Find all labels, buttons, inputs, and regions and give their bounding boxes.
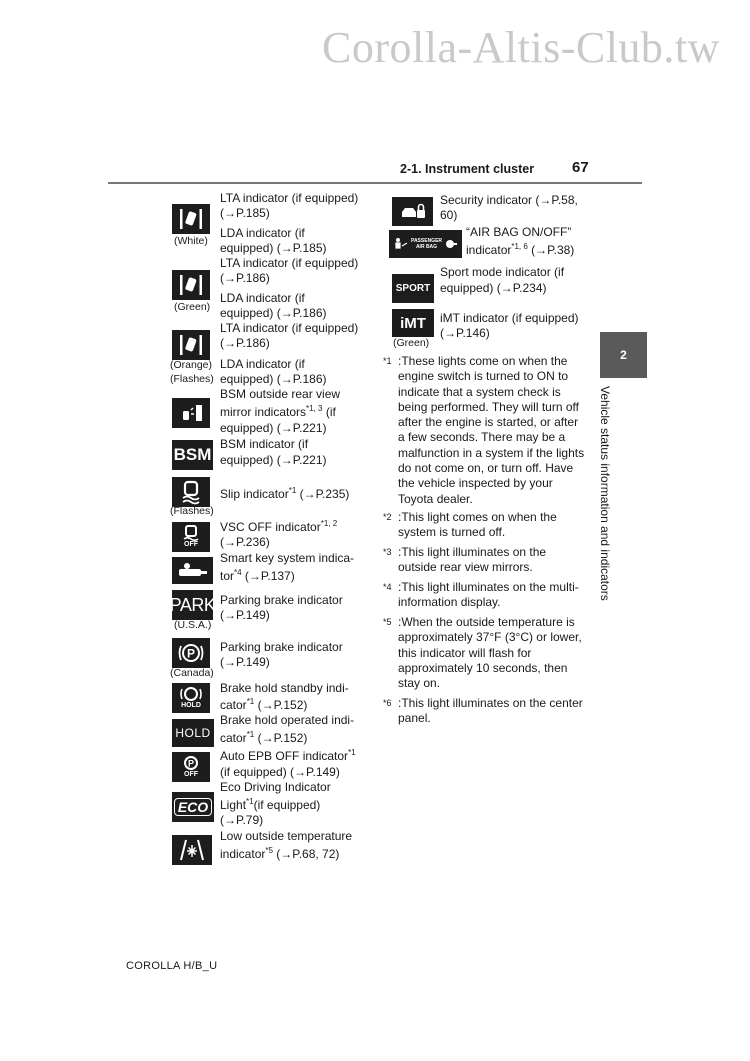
park-usa-icon: PARK xyxy=(172,590,213,620)
slip-text xyxy=(220,487,349,503)
lta-orange-text-1: LTA indicator (if equipped) xyxy=(220,321,359,335)
brake-standby-ref: (→P.152) xyxy=(254,698,308,712)
low-temp-footnote: *5 xyxy=(265,846,273,855)
footnote-3-mark: *3 xyxy=(383,547,392,557)
airbag-footnote: *1, 6 xyxy=(511,242,528,251)
brake-operated-label: cator xyxy=(220,731,247,745)
smart-key-footnote: *4 xyxy=(234,568,242,577)
bsm-mirror-text-3: equipped) (→P.221) xyxy=(220,421,327,435)
airbag-label: AIR BAG xyxy=(415,244,438,250)
park-canada-icon xyxy=(172,638,210,668)
security-text-1: Security indicator (→P.58, xyxy=(440,193,578,207)
park-p-letter: P xyxy=(186,646,196,661)
vsc-off-text-2: (→P.236) xyxy=(220,535,270,549)
low-temp-text-2 xyxy=(220,847,339,863)
page-number: 67 xyxy=(572,159,589,176)
airbag-label-text: indicator xyxy=(466,243,512,257)
brake-operated-footnote: *1 xyxy=(246,730,255,739)
eco-label: ECO xyxy=(174,798,212,816)
caption-white: (White) xyxy=(174,235,208,247)
slip-ref: (→P.235) xyxy=(296,487,350,501)
caption-flashes-slip: (Flashes) xyxy=(170,505,214,517)
parking-usa-text-2: (→P.149) xyxy=(220,608,270,622)
bsm-mirror-footnote: *1, 3 xyxy=(306,404,323,413)
watermark: Corolla-Altis-Club.tw xyxy=(322,23,720,72)
footer-model: COROLLA H/B_U xyxy=(126,960,218,972)
brake-operated-text-1: Brake hold operated indi- xyxy=(220,713,355,727)
caption-canada: (Canada) xyxy=(170,667,214,679)
parking-usa-text-1: Parking brake indicator xyxy=(220,593,343,607)
low-temp-icon xyxy=(172,835,212,865)
low-temp-text-1: Low outside temperature xyxy=(220,829,353,843)
airbag-text-1: “AIR BAG ON/OFF” xyxy=(466,225,572,239)
parking-canada-text-2: (→P.149) xyxy=(220,655,270,669)
epb-off-footnote: *1 xyxy=(348,748,356,757)
smart-key-ref: (→P.137) xyxy=(241,569,295,583)
footnote-1-mark: *1 xyxy=(383,356,392,366)
smart-key-label: tor xyxy=(220,569,235,583)
epb-off-label-text: Auto EPB OFF indicator xyxy=(220,749,349,763)
footnote-4-text: :This light illuminates on the multi-information display. xyxy=(398,580,579,610)
lda-orange-text-1: LDA indicator (if xyxy=(220,357,305,371)
bsm-icon: BSM xyxy=(172,440,213,470)
lta-white-icon xyxy=(172,204,210,234)
footnote-2-mark: *2 xyxy=(383,512,392,522)
bsm-mirror-text-1: BSM outside rear view xyxy=(220,387,341,401)
sport-mode-icon: SPORT xyxy=(392,274,434,303)
bsm-text-2: equipped) (→P.221) xyxy=(220,453,327,467)
footnote-6-mark: *6 xyxy=(383,698,392,708)
low-temp-label: indicator xyxy=(220,847,266,861)
auto-epb-off-icon xyxy=(172,752,210,782)
footnote-4-mark: *4 xyxy=(383,582,392,592)
airbag-ref: (→P.38) xyxy=(527,243,575,257)
brake-standby-footnote: *1 xyxy=(246,697,255,706)
vsc-off-text-1 xyxy=(220,520,337,536)
sport-text-2: equipped) (→P.234) xyxy=(440,281,547,295)
chapter-tab[interactable]: 2 xyxy=(600,332,647,378)
bsm-mirror-label: mirror indicators xyxy=(220,405,307,419)
footnote-5-mark: *5 xyxy=(383,617,392,627)
epb-off-text-2: (if equipped) (→P.149) xyxy=(220,765,340,779)
vsc-off-icon xyxy=(172,522,210,552)
airbag-text-2 xyxy=(466,243,574,259)
vsc-off-label-text: VSC OFF indicator xyxy=(220,520,321,534)
brake-operated-ref: (→P.152) xyxy=(254,731,308,745)
lda-white-text-1: LDA indicator (if xyxy=(220,226,305,240)
smart-key-text-2 xyxy=(220,569,295,585)
bsm-mirror-if: (if xyxy=(322,405,336,419)
epb-off-label: OFF xyxy=(184,771,198,778)
footnote-1-text: :These lights come on when the engine switch is turned to ON to indicate that a system check is being performed. They will turn off after the engine is started, or after a few seconds. There may be a malfunction in a system if the lights do not come on, or turn off. Have the vehicle inspected by your Toyota dealer. xyxy=(398,354,585,506)
eco-driving-icon xyxy=(172,792,214,822)
slip-label: Slip indicator xyxy=(220,487,289,501)
eco-text-1: Eco Driving Indicator xyxy=(220,780,331,794)
eco-text-3: (→P.79) xyxy=(220,813,264,827)
lta-white-text-1: LTA indicator (if equipped) xyxy=(220,191,359,205)
imt-text-1: iMT indicator (if equipped) xyxy=(440,311,579,325)
sport-text-1: Sport mode indicator (if xyxy=(440,265,565,279)
lta-green-text-1: LTA indicator (if equipped) xyxy=(220,256,359,270)
lta-green-text-2: (→P.186) xyxy=(220,271,270,285)
security-icon xyxy=(392,197,433,226)
bsm-mirror-icon xyxy=(172,398,210,428)
caption-imt-green: (Green) xyxy=(393,337,430,349)
footnote-2-text: :This light comes on when the system is turned off. xyxy=(398,510,557,540)
footnote-5-text: :When the outside temperature is approximately 37°F (3°C) or lower, this indicator will flash for approximately 10 seconds, then stay on. xyxy=(398,615,582,691)
lta-green-icon xyxy=(172,270,210,300)
header-rule xyxy=(108,182,642,184)
bsm-mirror-text-2 xyxy=(220,405,336,421)
hold-label: HOLD xyxy=(181,702,201,709)
imt-icon: iMT xyxy=(392,309,434,337)
brake-standby-label: cator xyxy=(220,698,247,712)
low-temp-ref: (→P.68, 72) xyxy=(272,847,340,861)
vsc-off-label: OFF xyxy=(184,541,198,548)
airbag-onoff-icon xyxy=(389,230,462,258)
lda-green-text-1: LDA indicator (if xyxy=(220,291,305,305)
airbag-passenger-label: PASSENGER xyxy=(410,238,443,244)
footnote-3-text: :This light illuminates on the outside rear view mirrors. xyxy=(398,545,547,575)
brake-hold-standby-icon xyxy=(172,683,210,713)
slip-indicator-icon xyxy=(172,477,210,507)
brake-hold-operated-icon: HOLD xyxy=(172,719,214,747)
chapter-title xyxy=(600,386,620,606)
footnote-6-text: :This light illuminates on the center panel. xyxy=(398,696,583,726)
smart-key-text-1: Smart key system indica- xyxy=(220,551,355,565)
chapter-title-text: Vehicle status information and indicators xyxy=(598,386,612,601)
eco-light-label: Light xyxy=(220,798,247,812)
lda-orange-text-2: equipped) (→P.186) xyxy=(220,372,327,386)
lta-orange-icon xyxy=(172,330,210,360)
security-text-2: 60) xyxy=(440,208,458,222)
section-title: 2-1. Instrument cluster xyxy=(400,162,535,176)
bsm-text-1: BSM indicator (if xyxy=(220,437,309,451)
caption-green: (Green) xyxy=(174,301,211,313)
eco-text-2 xyxy=(220,798,320,814)
slip-footnote: *1 xyxy=(288,486,297,495)
parking-canada-text-1: Parking brake indicator xyxy=(220,640,343,654)
vsc-off-footnote: *1, 2 xyxy=(320,519,338,528)
lta-orange-text-2: (→P.186) xyxy=(220,336,270,350)
caption-orange: (Orange) xyxy=(170,359,213,371)
epb-p-letter: P xyxy=(187,758,195,769)
imt-text-2: (→P.146) xyxy=(440,326,490,340)
smart-key-icon xyxy=(172,557,213,584)
lda-white-text-2: equipped) (→P.185) xyxy=(220,241,327,255)
lta-white-text-2: (→P.185) xyxy=(220,206,270,220)
eco-footnote: *1 xyxy=(246,797,254,806)
eco-if: (if equipped) xyxy=(253,798,321,812)
brake-operated-text-2 xyxy=(220,731,307,747)
brake-standby-text-1: Brake hold standby indi- xyxy=(220,681,349,695)
caption-flashes: (Flashes) xyxy=(170,373,214,385)
caption-usa: (U.S.A.) xyxy=(174,619,212,631)
brake-standby-text-2 xyxy=(220,698,307,714)
epb-off-text-1 xyxy=(220,749,356,765)
lda-green-text-2: equipped) (→P.186) xyxy=(220,306,327,320)
